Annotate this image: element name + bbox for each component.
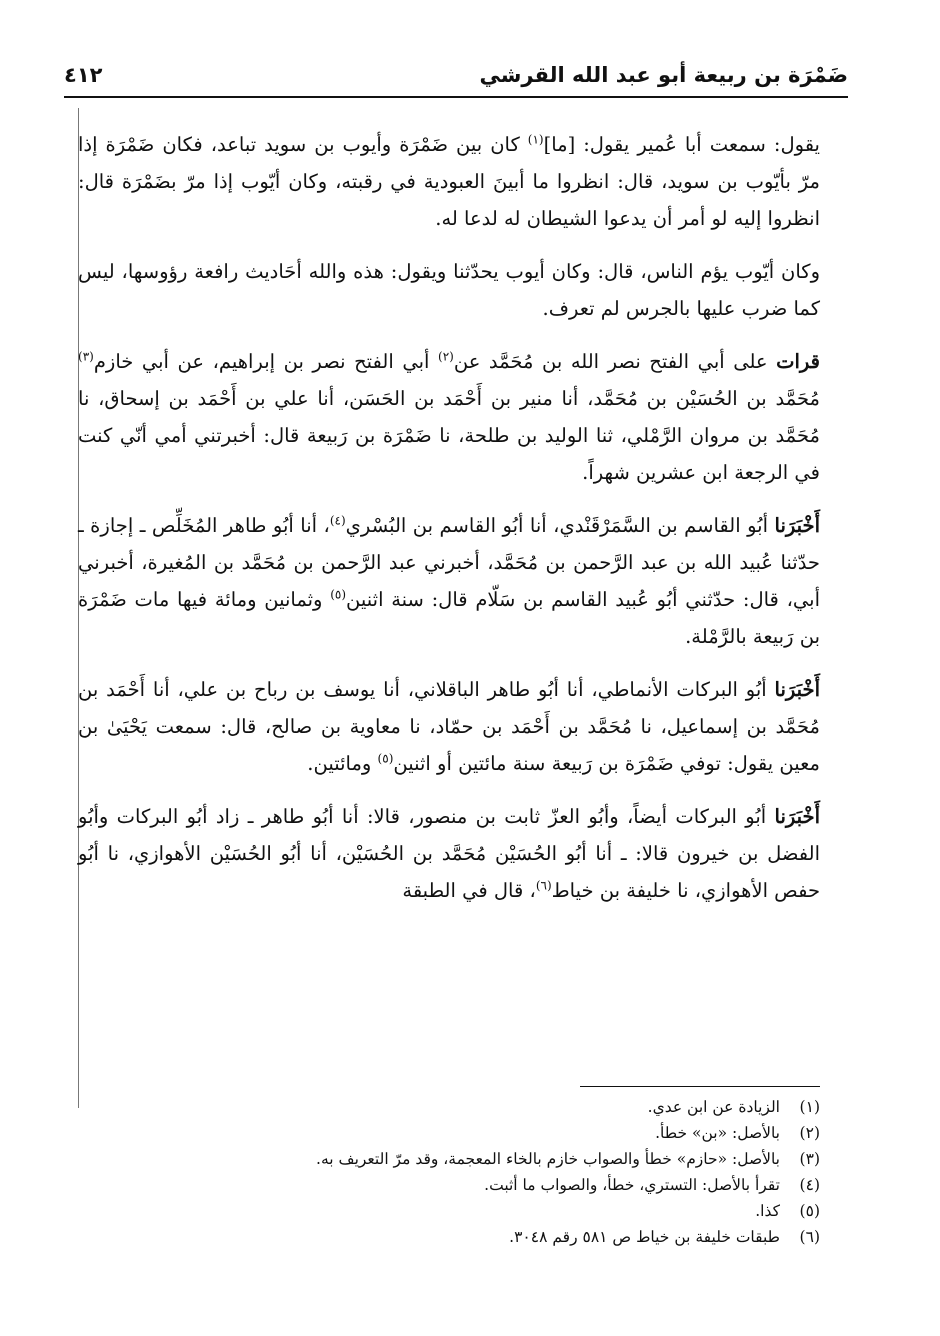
footnote-number: (٢) xyxy=(799,1124,820,1142)
footnote-text: كذا. xyxy=(755,1202,780,1220)
footnote-number: (٣) xyxy=(799,1150,820,1168)
footnote-ref: (٦) xyxy=(535,878,552,893)
footnote-text: بالأصل: «بن» خطأ. xyxy=(655,1124,780,1142)
paragraph-text: على أبي الفتح نصر الله بن مُحَمَّد عن xyxy=(453,350,777,373)
footnote-text: بالأصل: «حازم» خطأ والصواب خازم بالخاء المعجمة، وقد مرّ التعريف به. xyxy=(316,1150,780,1168)
header-rule xyxy=(64,96,848,98)
paragraph-text: أبُو القاسم بن السَّمَرْقَنْدي، أنا أبُو القاسم بن البُسْري xyxy=(345,514,775,537)
footnote-ref: (٤) xyxy=(329,513,346,528)
footnote-number: (٦) xyxy=(799,1228,820,1246)
footnote-number: (٥) xyxy=(799,1202,820,1220)
paragraph-text: ، أنا أبُو طاهر المُخَلِّص ـ إجازة ـ حدّثنا عُبيد الله بن عبد الرَّحمن بن مُحَمَّد، أخبرني عبد الرَّحمن بن مُحَمَّد بن المُغيرة، أخبرني أبي، قال: حدّثني أبُو عُبيد القاسم بن سَلّام قال: سنة اثنين xyxy=(78,514,820,611)
paragraph xyxy=(78,126,820,237)
footnote-ref: (٣) xyxy=(78,349,94,364)
footnote-ref: (٥) xyxy=(330,587,347,602)
running-title: ضَمْرَة بن ربيعة أبو عبد الله القرشي xyxy=(479,63,848,87)
paragraph-lead: أَخْبَرَنا xyxy=(774,678,820,701)
footnote-ref: (٢) xyxy=(438,349,454,364)
footnote xyxy=(200,1172,820,1198)
paragraph-lead: قرات xyxy=(776,350,820,373)
running-header xyxy=(64,60,848,100)
paragraph-lead: أَخْبَرَنا xyxy=(774,805,820,828)
footnote xyxy=(200,1094,820,1120)
paragraph-text: ومائتين. xyxy=(307,752,378,775)
paragraph-text: يقول: سمعت أبا عُمير يقول: [ما] xyxy=(543,133,820,156)
paragraph-text: أبُو البركات أيضاً، وأبُو العزّ ثابت بن منصور، قالا: أنا أبُو طاهر ـ زاد أبُو البركات وأبُو الفضل بن خيرون قالا: ـ أنا أبُو الحُسَيْن مُحَمَّد بن الحُسَيْن، أنا أبُو الحُسَيْن الأهوازي، نا أبُو حفص الأهوازي، نا خليفة بن خياط xyxy=(78,805,820,902)
footnote xyxy=(200,1224,820,1250)
paragraph-lead: أَخْبَرَنا xyxy=(774,514,820,537)
paragraph xyxy=(78,671,820,782)
footnote xyxy=(200,1146,820,1172)
paragraph-text: وكان أيّوب يؤم الناس، قال: وكان أيوب يحدّثنا ويقول: هذه والله أحَاديث رافعة رؤوسها، ليس كما ضرب عليها بالجرس لم تعرف. xyxy=(78,260,820,320)
paragraph xyxy=(78,507,820,655)
page-number: ٤١٢ xyxy=(64,63,103,87)
footnote-number: (٤) xyxy=(799,1176,820,1194)
paragraph-text: وثمانين ومائة فيها مات ضَمْرَة بن رَبيعة بالرَّمْلة. xyxy=(78,588,820,648)
paragraph-text: كان بين ضَمْرَة وأيوب بن سويد تباعد، فكان ضَمْرَة إذا مرّ بأيّوب بن سويد، قال: انظروا ما أبينَ العبودية في رقبته، وكان أيّوب إذا مرّ بضَمْرَة قال: انظروا إليه لو أمر أن يدعوا الشيطان له لدعا له. xyxy=(78,133,820,230)
paragraph-text: أبُو البركات الأنماطي، أنا أبُو طاهر الباقلاني، أنا يوسف بن رباح بن علي، أنا أَحْمَد بن مُحَمَّد بن إسماعيل، نا مُحَمَّد بن أَحْمَد بن حمّاد، نا معاوية بن صالح، قال: سمعت يَحْيَىٰ بن معين يقول: توفي ضَمْرَة بن رَبيعة سنة مائتين أو اثنين xyxy=(78,678,820,775)
footnote xyxy=(200,1198,820,1224)
footnote-ref: (١) xyxy=(527,132,544,147)
footnote-number: (١) xyxy=(799,1098,820,1116)
footnotes xyxy=(200,1094,820,1250)
footnote-rule xyxy=(580,1086,820,1087)
footnote xyxy=(200,1120,820,1146)
footnote-ref: (٥) xyxy=(377,751,394,766)
paragraph xyxy=(78,798,820,909)
paragraph-text: مُحَمَّد بن الحُسَيْن بن مُحَمَّد، أنا منير بن أَحْمَد بن الحَسَن، أنا علي بن أَحْمَد بن إسحاق، نا مُحَمَّد بن مروان الرَّمْلي، ثنا الوليد بن طلحة، نا ضَمْرَة بن رَبيعة قال: أخبرتني أمي أنّي كنت في الرجعة ابن عشرين شهراً. xyxy=(78,387,820,484)
footnote-text: تقرأ بالأصل: التستري، خطأ، والصواب ما أثبت. xyxy=(484,1176,780,1194)
footnote-text: طبقات خليفة بن خياط ص ٥٨١ رقم ٣٠٤٨. xyxy=(509,1228,780,1246)
footnote-text: الزيادة عن ابن عدي. xyxy=(647,1098,780,1116)
paragraph-text: أبي الفتح نصر بن إبراهيم، عن أبي خازم xyxy=(93,350,439,373)
main-text xyxy=(78,126,820,925)
paragraph xyxy=(78,253,820,327)
paragraph-text: ، قال في الطبقة xyxy=(402,879,536,902)
paragraph xyxy=(78,343,820,491)
